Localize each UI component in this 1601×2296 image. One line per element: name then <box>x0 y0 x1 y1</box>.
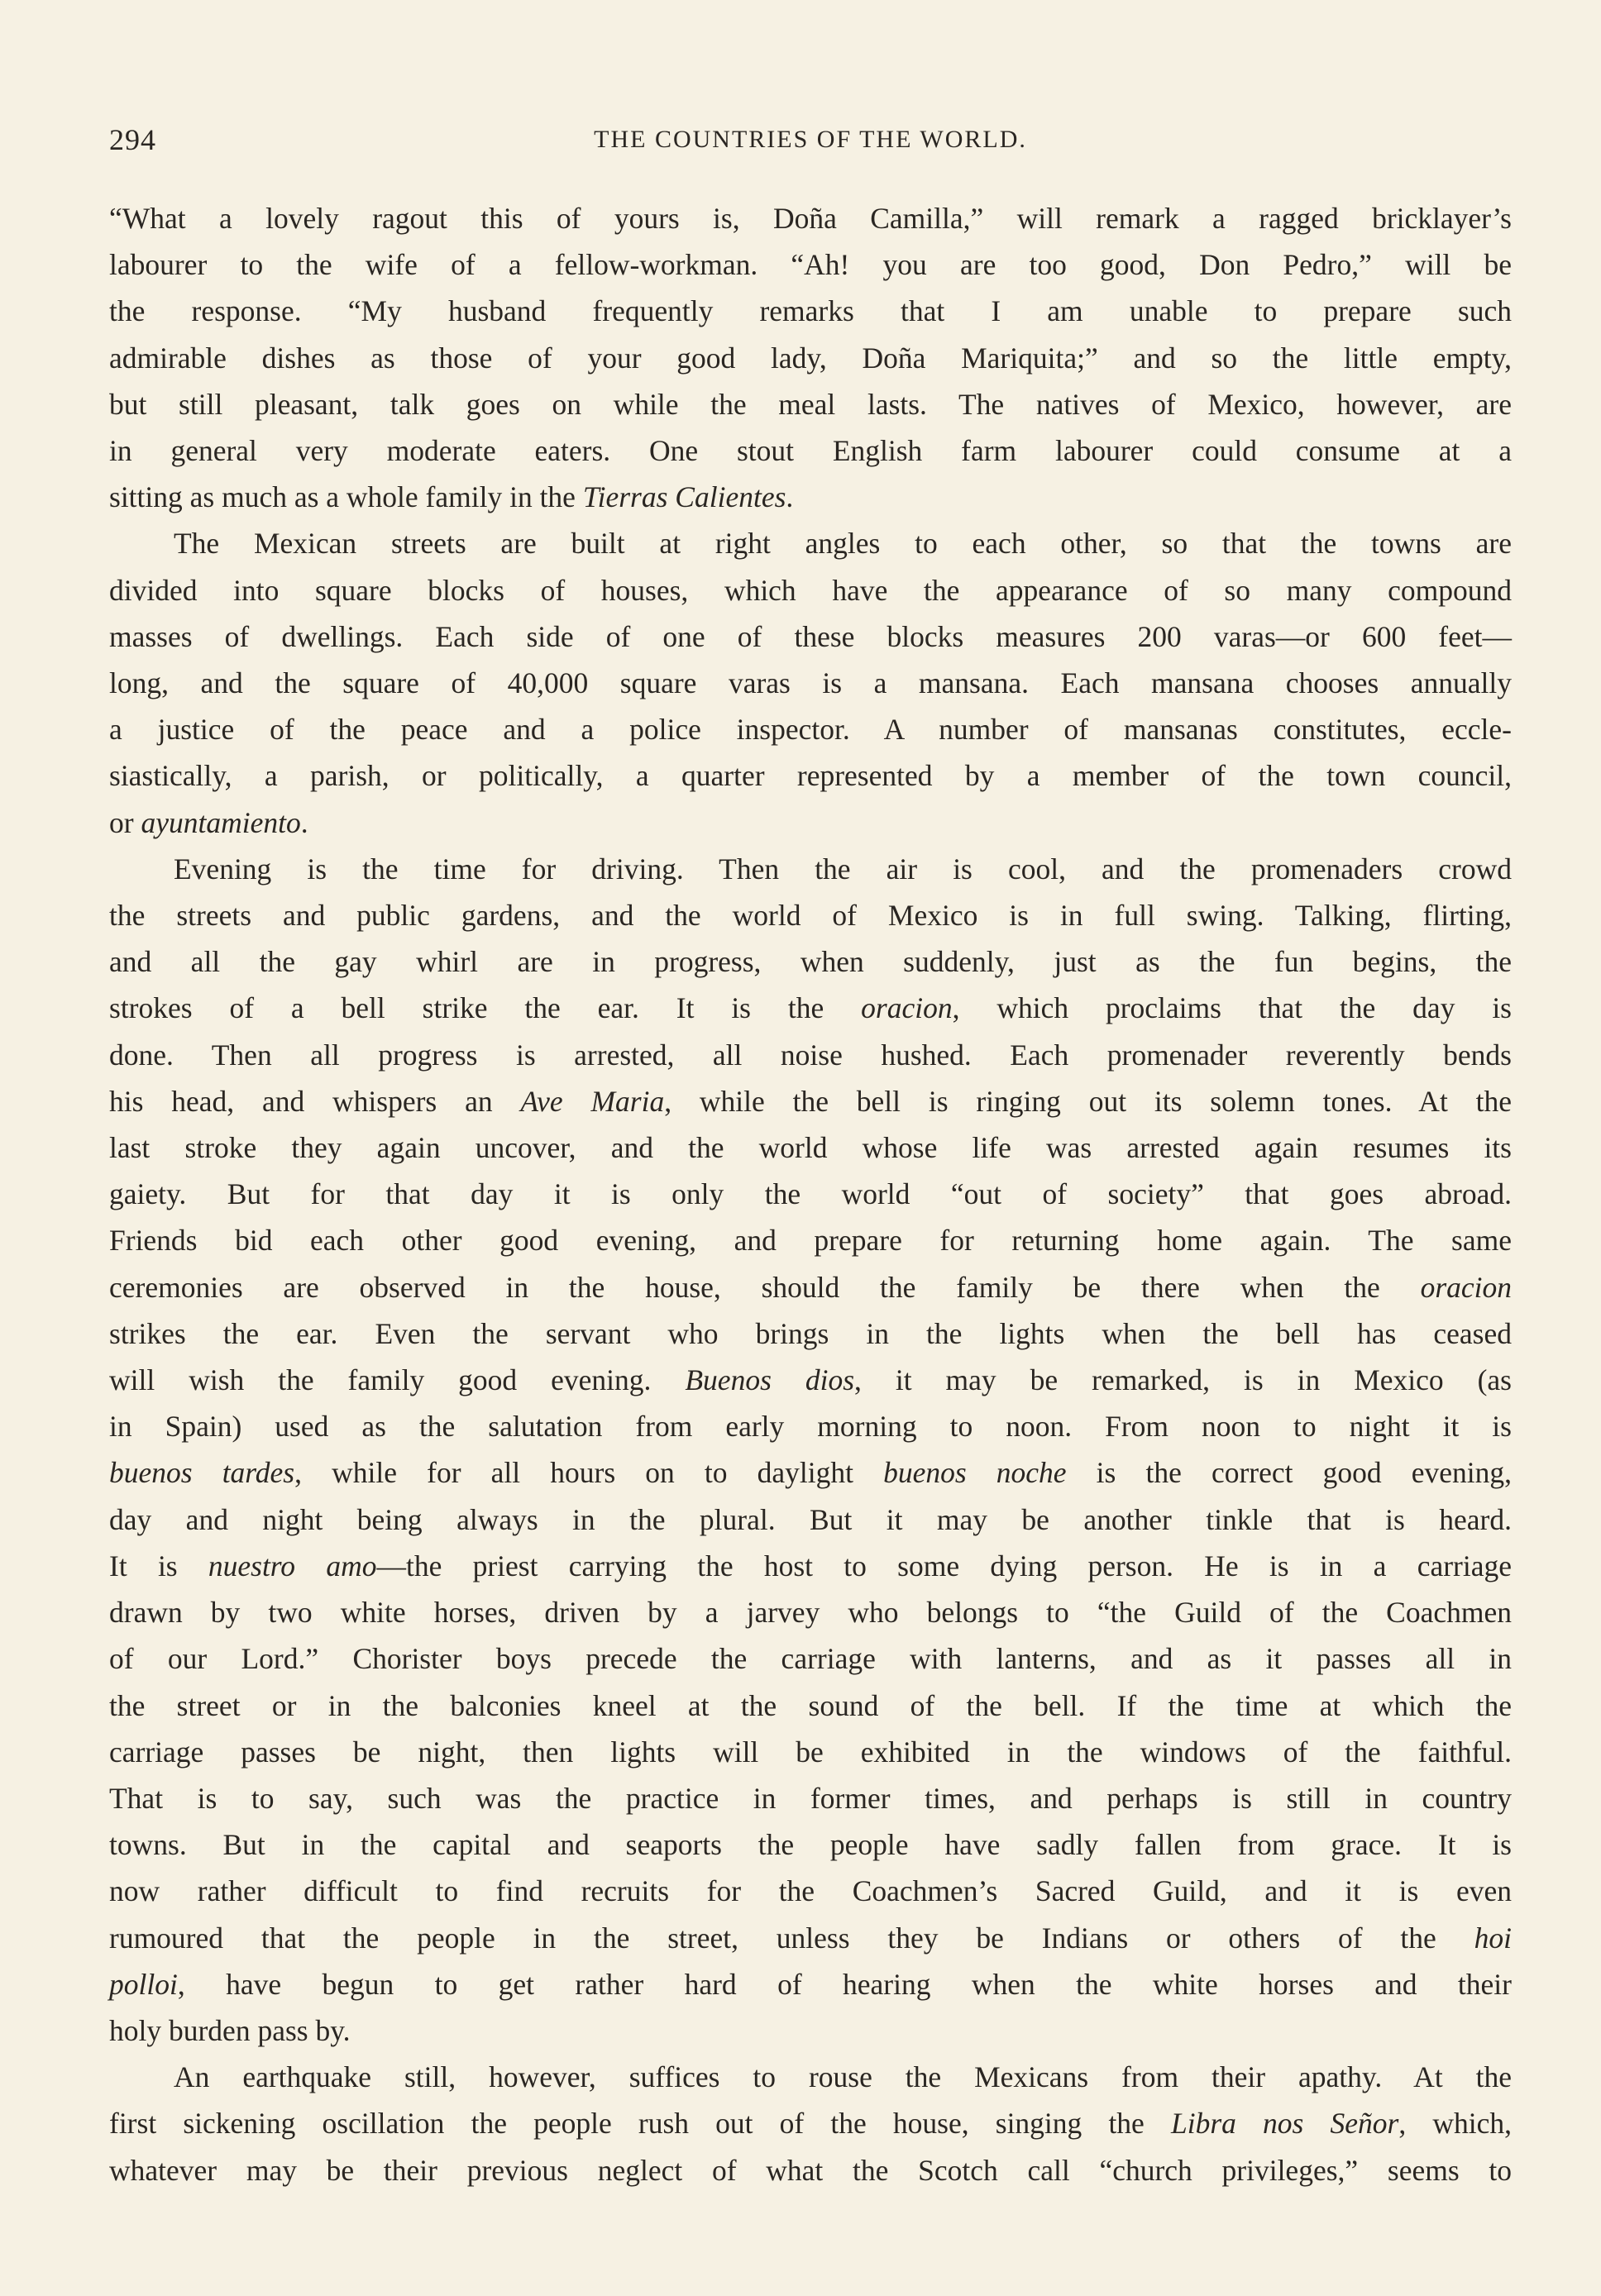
text-line: strikes the ear. Even the servant who brings in the lights when the bell has ceased <box>109 1316 1512 1350</box>
text-line: the response. “My husband frequently remarks that I am unable to prepare such <box>109 294 1512 328</box>
page-header <box>109 122 1512 159</box>
text-line: buenos tardes, while for all hours on to daylight buenos noche is the correct good evening, <box>109 1456 1513 1490</box>
paragraph-2 <box>109 520 1512 845</box>
text-line: towns. But in the capital and seaports the people have sadly fallen from grace. It is <box>109 1828 1512 1862</box>
text-line: the street or in the balconies kneel at the sound of the bell. If the time at which the <box>109 1688 1512 1722</box>
text-line: An earthquake still, however, suffices to rouse the Mexicans from their apathy. At the <box>174 2060 1512 2094</box>
text-line: rumoured that the people in the street, unless they be Indians or others of the hoi <box>109 1921 1512 1955</box>
text-line: done. Then all progress is arrested, all noise hushed. Each promenader reverently bends <box>109 1038 1512 1072</box>
running-title: THE COUNTRIES OF THE WORLD. <box>594 126 1027 153</box>
text-line: carriage passes be night, then lights will be exhibited in the windows of the faithful. <box>109 1735 1512 1769</box>
text-line: but still pleasant, talk goes on while the meal lasts. The natives of Mexico, however, are <box>109 387 1512 421</box>
text-line: of our Lord.” Chorister boys precede the carriage with lanterns, and as it passes all in <box>109 1642 1512 1676</box>
text-line: day and night being always in the plural. But it may be another tinkle that is heard. <box>109 1502 1512 1536</box>
text-line: sitting as much as a whole family in the Tierras Calientes. <box>109 480 794 514</box>
text-line: in general very moderate eaters. One stout English farm labourer could consume at a <box>109 434 1512 468</box>
text-line: in Spain) used as the salutation from early morning to noon. From noon to night it is <box>109 1410 1512 1444</box>
text-line: The Mexican streets are built at right angles to each other, so that the towns are <box>174 527 1512 561</box>
paragraph-4 <box>109 2054 1512 2193</box>
text-line: siastically, a parish, or politically, a quarter represented by a member of the town council, <box>109 759 1512 793</box>
text-line: the streets and public gardens, and the world of Mexico is in full swing. Talking, flirting, <box>109 899 1512 933</box>
paragraph-1 <box>109 195 1512 520</box>
text-line: It is nuestro amo—the priest carrying the host to some dying person. He is in a carriage <box>109 1549 1512 1582</box>
text-line: labourer to the wife of a fellow-workman. “Ah! you are too good, Don Pedro,” will be <box>109 248 1512 282</box>
text-line: divided into square blocks of houses, which have the appearance of so many compound <box>109 573 1512 607</box>
text-line: holy burden pass by. <box>109 2013 351 2047</box>
text-line: or ayuntamiento. <box>109 805 308 839</box>
text-line: long, and the square of 40,000 square varas is a mansana. Each mansana chooses annually <box>109 666 1512 700</box>
text-line: a justice of the peace and a police inspector. A number of mansanas constitutes, eccle- <box>109 713 1512 747</box>
text-line: “What a lovely ragout this of yours is, Doña Camilla,” will remark a ragged bricklayer’s <box>109 202 1512 235</box>
text-line: his head, and whispers an Ave Maria, while the bell is ringing out its solemn tones. At the <box>109 1084 1512 1118</box>
text-line: admirable dishes as those of your good lady, Doña Mariquita;” and so the little empty, <box>109 341 1512 375</box>
text-line: last stroke they again uncover, and the world whose life was arrested again resumes its <box>109 1131 1512 1165</box>
paragraph-3 <box>109 846 1512 2054</box>
text-line: and all the gay whirl are in progress, when suddenly, just as the fun begins, the <box>109 945 1512 979</box>
text-line: will wish the family good evening. Buenos dios, it may be remarked, is in Mexico (as <box>109 1363 1512 1397</box>
text-line: whatever may be their previous neglect of what the Scotch call “church privileges,” seems to <box>109 2153 1512 2187</box>
body-text <box>109 195 1512 2193</box>
text-line: first sickening oscillation the people rush out of the house, singing the Libra nos Señor, which, <box>109 2107 1512 2141</box>
text-line: That is to say, such was the practice in former times, and perhaps is still in country <box>109 1781 1512 1815</box>
text-line: Evening is the time for driving. Then the air is cool, and the promenaders crowd <box>174 852 1512 885</box>
page-number: 294 <box>109 123 156 156</box>
text-line: gaiety. But for that day it is only the world “out of society” that goes abroad. <box>109 1177 1512 1211</box>
text-line: now rather difficult to find recruits for the Coachmen’s Sacred Guild, and it is even <box>109 1874 1512 1908</box>
text-line: masses of dwellings. Each side of one of these blocks measures 200 varas—or 600 feet— <box>109 619 1512 653</box>
text-line: strokes of a bell strike the ear. It is the oracion, which proclaims that the day is <box>109 991 1512 1025</box>
text-line: ceremonies are observed in the house, should the family be there when the oracion <box>109 1270 1512 1304</box>
text-line: polloi, have begun to get rather hard of hearing when the white horses and their <box>109 1967 1512 2001</box>
text-line: drawn by two white horses, driven by a jarvey who belongs to “the Guild of the Coachmen <box>109 1596 1512 1630</box>
text-line: Friends bid each other good evening, and prepare for returning home again. The same <box>109 1224 1512 1258</box>
